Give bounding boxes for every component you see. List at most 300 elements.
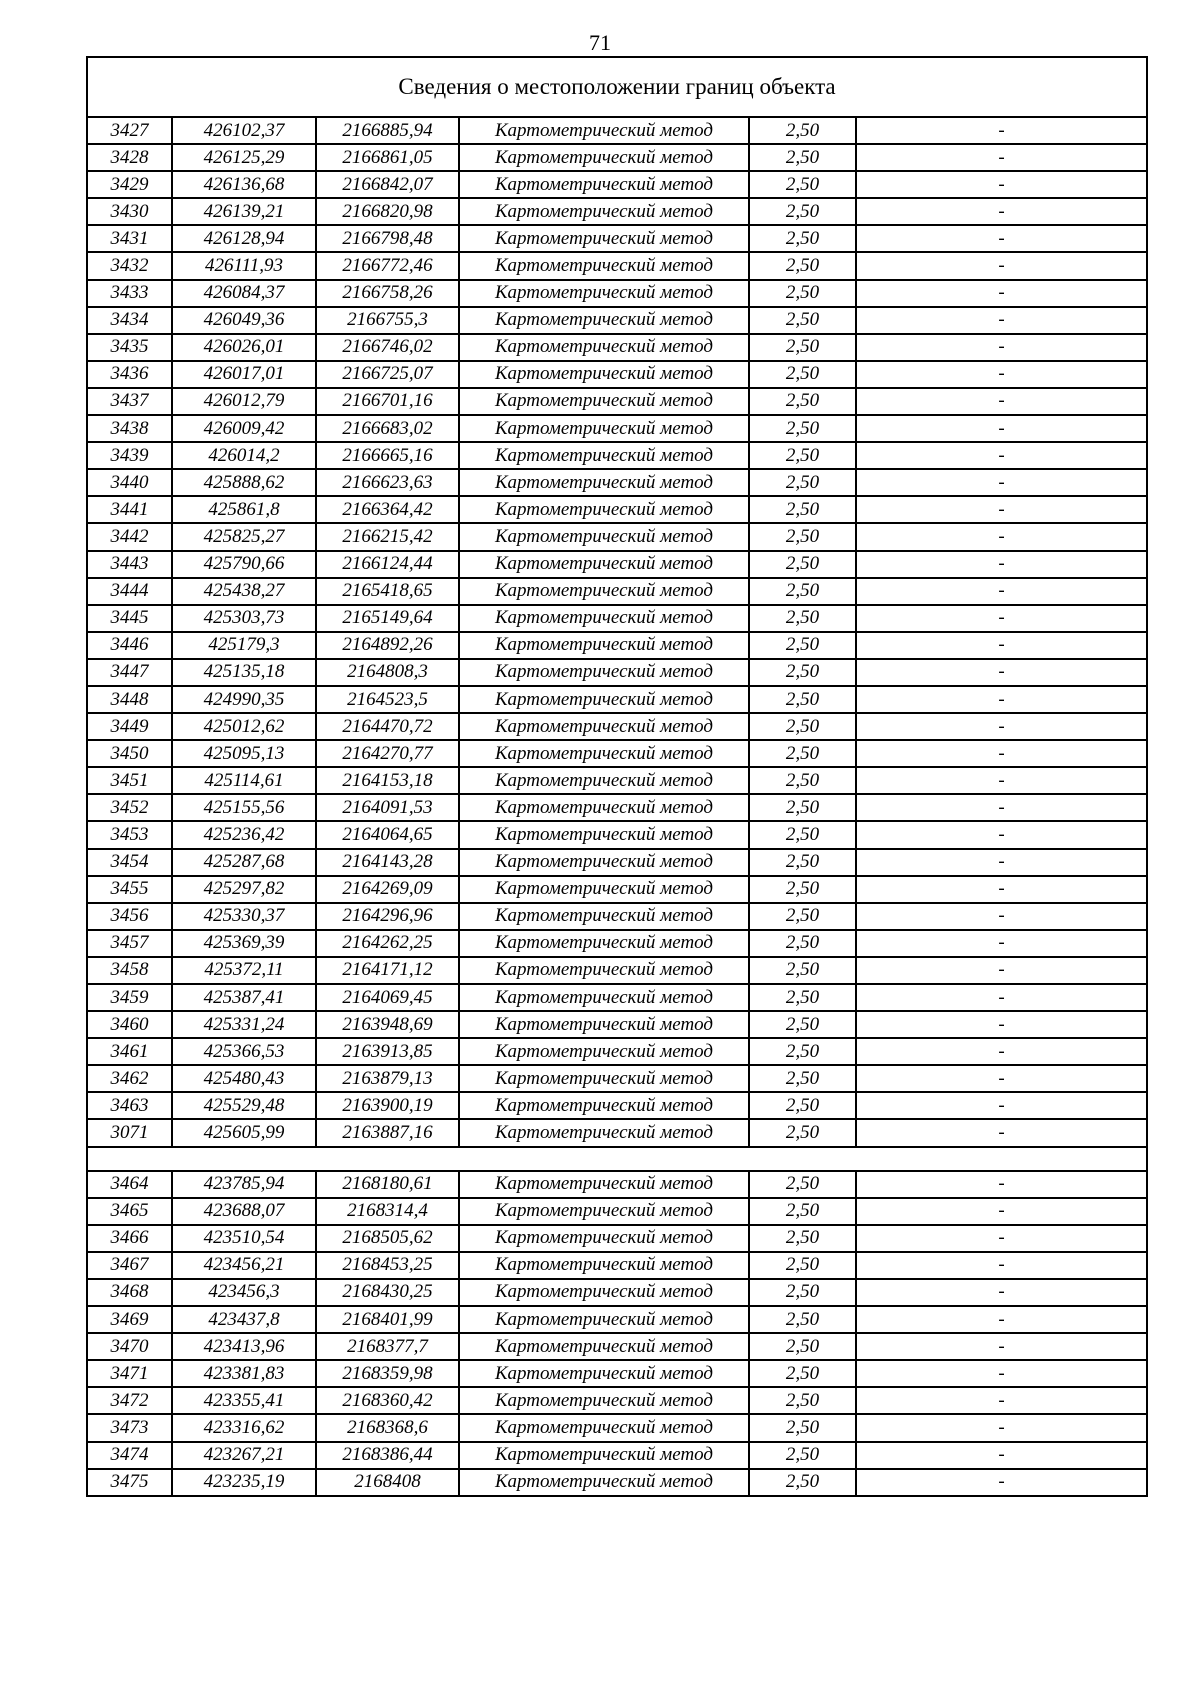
y-coordinate-cell: 2164153,18 <box>316 767 459 794</box>
description-cell: - <box>856 280 1147 307</box>
y-coordinate-cell: 2168368,6 <box>316 1414 459 1441</box>
x-coordinate-cell: 425236,42 <box>172 821 316 848</box>
description-cell: - <box>856 930 1147 957</box>
accuracy-cell: 2,50 <box>749 794 856 821</box>
y-coordinate-cell: 2164143,28 <box>316 849 459 876</box>
point-number-cell: 3458 <box>87 957 172 984</box>
y-coordinate-cell: 2166701,16 <box>316 388 459 415</box>
point-number-cell: 3473 <box>87 1414 172 1441</box>
point-number-cell: 3445 <box>87 605 172 632</box>
y-coordinate-cell: 2165418,65 <box>316 578 459 605</box>
method-cell: Картометрический метод <box>459 144 749 171</box>
accuracy-cell: 2,50 <box>749 361 856 388</box>
description-cell: - <box>856 1306 1147 1333</box>
y-coordinate-cell: 2165149,64 <box>316 605 459 632</box>
y-coordinate-cell: 2163879,13 <box>316 1065 459 1092</box>
description-cell: - <box>856 171 1147 198</box>
point-number-cell: 3465 <box>87 1198 172 1225</box>
method-cell: Картометрический метод <box>459 1252 749 1279</box>
method-cell: Картометрический метод <box>459 1306 749 1333</box>
description-cell: - <box>856 876 1147 903</box>
description-cell: - <box>856 1360 1147 1387</box>
method-cell: Картометрический метод <box>459 225 749 252</box>
x-coordinate-cell: 423267,21 <box>172 1442 316 1469</box>
accuracy-cell: 2,50 <box>749 280 856 307</box>
method-cell: Картометрический метод <box>459 1065 749 1092</box>
y-coordinate-cell: 2166364,42 <box>316 496 459 523</box>
point-number-cell: 3466 <box>87 1225 172 1252</box>
description-cell: - <box>856 1011 1147 1038</box>
point-number-cell: 3469 <box>87 1306 172 1333</box>
y-coordinate-cell: 2168180,61 <box>316 1171 459 1198</box>
x-coordinate-cell: 423456,3 <box>172 1279 316 1306</box>
description-cell: - <box>856 794 1147 821</box>
x-coordinate-cell: 426084,37 <box>172 280 316 307</box>
table-row <box>87 1279 1147 1306</box>
y-coordinate-cell: 2166623,63 <box>316 469 459 496</box>
x-coordinate-cell: 425529,48 <box>172 1092 316 1119</box>
table-row <box>87 334 1147 361</box>
accuracy-cell: 2,50 <box>749 117 856 144</box>
point-number-cell: 3455 <box>87 876 172 903</box>
y-coordinate-cell: 2166124,44 <box>316 551 459 578</box>
accuracy-cell: 2,50 <box>749 496 856 523</box>
method-cell: Картометрический метод <box>459 280 749 307</box>
point-number-cell: 3432 <box>87 252 172 279</box>
method-cell: Картометрический метод <box>459 1171 749 1198</box>
method-cell: Картометрический метод <box>459 1387 749 1414</box>
y-coordinate-cell: 2166683,02 <box>316 415 459 442</box>
point-number-cell: 3467 <box>87 1252 172 1279</box>
table-row <box>87 523 1147 550</box>
accuracy-cell: 2,50 <box>749 1387 856 1414</box>
method-cell: Картометрический метод <box>459 496 749 523</box>
table-row <box>87 252 1147 279</box>
table-row <box>87 1387 1147 1414</box>
description-cell: - <box>856 1414 1147 1441</box>
description-cell: - <box>856 523 1147 550</box>
accuracy-cell: 2,50 <box>749 930 856 957</box>
table-row <box>87 849 1147 876</box>
description-cell: - <box>856 1252 1147 1279</box>
method-cell: Картометрический метод <box>459 551 749 578</box>
description-cell: - <box>856 1119 1147 1146</box>
description-cell: - <box>856 415 1147 442</box>
method-cell: Картометрический метод <box>459 930 749 957</box>
x-coordinate-cell: 426136,68 <box>172 171 316 198</box>
accuracy-cell: 2,50 <box>749 198 856 225</box>
table-row <box>87 578 1147 605</box>
point-number-cell: 3427 <box>87 117 172 144</box>
accuracy-cell: 2,50 <box>749 957 856 984</box>
table-row <box>87 740 1147 767</box>
point-number-cell: 3451 <box>87 767 172 794</box>
method-cell: Картометрический метод <box>459 469 749 496</box>
y-coordinate-cell: 2168408 <box>316 1469 459 1496</box>
y-coordinate-cell: 2164069,45 <box>316 984 459 1011</box>
description-cell: - <box>856 1038 1147 1065</box>
table-row <box>87 415 1147 442</box>
y-coordinate-cell: 2168386,44 <box>316 1442 459 1469</box>
x-coordinate-cell: 426125,29 <box>172 144 316 171</box>
group-separator-row <box>87 1147 1147 1171</box>
accuracy-cell: 2,50 <box>749 605 856 632</box>
table-row <box>87 605 1147 632</box>
table-row <box>87 1225 1147 1252</box>
y-coordinate-cell: 2164523,5 <box>316 686 459 713</box>
x-coordinate-cell: 423688,07 <box>172 1198 316 1225</box>
table-row <box>87 1092 1147 1119</box>
y-coordinate-cell: 2164808,3 <box>316 659 459 686</box>
point-number-cell: 3464 <box>87 1171 172 1198</box>
table-row <box>87 1469 1147 1496</box>
accuracy-cell: 2,50 <box>749 740 856 767</box>
x-coordinate-cell: 425387,41 <box>172 984 316 1011</box>
method-cell: Картометрический метод <box>459 307 749 334</box>
description-cell: - <box>856 903 1147 930</box>
description-cell: - <box>856 1065 1147 1092</box>
x-coordinate-cell: 426009,42 <box>172 415 316 442</box>
point-number-cell: 3448 <box>87 686 172 713</box>
point-number-cell: 3454 <box>87 849 172 876</box>
x-coordinate-cell: 425438,27 <box>172 578 316 605</box>
point-number-cell: 3460 <box>87 1011 172 1038</box>
point-number-cell: 3437 <box>87 388 172 415</box>
table-row <box>87 361 1147 388</box>
x-coordinate-cell: 425825,27 <box>172 523 316 550</box>
x-coordinate-cell: 426014,2 <box>172 442 316 469</box>
table-row <box>87 1306 1147 1333</box>
method-cell: Картометрический метод <box>459 198 749 225</box>
x-coordinate-cell: 425331,24 <box>172 1011 316 1038</box>
table-row <box>87 876 1147 903</box>
x-coordinate-cell: 425095,13 <box>172 740 316 767</box>
description-cell: - <box>856 1387 1147 1414</box>
description-cell: - <box>856 1442 1147 1469</box>
method-cell: Картометрический метод <box>459 1279 749 1306</box>
y-coordinate-cell: 2168360,42 <box>316 1387 459 1414</box>
table-row <box>87 794 1147 821</box>
accuracy-cell: 2,50 <box>749 767 856 794</box>
table-row <box>87 388 1147 415</box>
accuracy-cell: 2,50 <box>749 903 856 930</box>
x-coordinate-cell: 426049,36 <box>172 307 316 334</box>
accuracy-cell: 2,50 <box>749 171 856 198</box>
x-coordinate-cell: 423510,54 <box>172 1225 316 1252</box>
x-coordinate-cell: 425135,18 <box>172 659 316 686</box>
method-cell: Картометрический метод <box>459 578 749 605</box>
description-cell: - <box>856 496 1147 523</box>
y-coordinate-cell: 2164892,26 <box>316 632 459 659</box>
table-row <box>87 1252 1147 1279</box>
y-coordinate-cell: 2164171,12 <box>316 957 459 984</box>
point-number-cell: 3435 <box>87 334 172 361</box>
accuracy-cell: 2,50 <box>749 1038 856 1065</box>
accuracy-cell: 2,50 <box>749 578 856 605</box>
point-number-cell: 3071 <box>87 1119 172 1146</box>
x-coordinate-cell: 425114,61 <box>172 767 316 794</box>
method-cell: Картометрический метод <box>459 713 749 740</box>
point-number-cell: 3442 <box>87 523 172 550</box>
x-coordinate-cell: 424990,35 <box>172 686 316 713</box>
table-row <box>87 957 1147 984</box>
description-cell: - <box>856 388 1147 415</box>
x-coordinate-cell: 426012,79 <box>172 388 316 415</box>
point-number-cell: 3456 <box>87 903 172 930</box>
x-coordinate-cell: 423437,8 <box>172 1306 316 1333</box>
y-coordinate-cell: 2166798,48 <box>316 225 459 252</box>
y-coordinate-cell: 2168453,25 <box>316 1252 459 1279</box>
method-cell: Картометрический метод <box>459 903 749 930</box>
table-row <box>87 1171 1147 1198</box>
description-cell: - <box>856 442 1147 469</box>
point-number-cell: 3447 <box>87 659 172 686</box>
point-number-cell: 3430 <box>87 198 172 225</box>
method-cell: Картометрический метод <box>459 686 749 713</box>
x-coordinate-cell: 423381,83 <box>172 1360 316 1387</box>
table-row <box>87 1119 1147 1146</box>
point-number-cell: 3446 <box>87 632 172 659</box>
table-row <box>87 144 1147 171</box>
description-cell: - <box>856 144 1147 171</box>
table-row <box>87 821 1147 848</box>
method-cell: Картометрический метод <box>459 794 749 821</box>
x-coordinate-cell: 425012,62 <box>172 713 316 740</box>
description-cell: - <box>856 605 1147 632</box>
accuracy-cell: 2,50 <box>749 1011 856 1038</box>
description-cell: - <box>856 361 1147 388</box>
description-cell: - <box>856 1198 1147 1225</box>
accuracy-cell: 2,50 <box>749 713 856 740</box>
method-cell: Картометрический метод <box>459 767 749 794</box>
y-coordinate-cell: 2166842,07 <box>316 171 459 198</box>
x-coordinate-cell: 423456,21 <box>172 1252 316 1279</box>
table-row <box>87 198 1147 225</box>
method-cell: Картометрический метод <box>459 740 749 767</box>
method-cell: Картометрический метод <box>459 605 749 632</box>
y-coordinate-cell: 2166861,05 <box>316 144 459 171</box>
x-coordinate-cell: 425330,37 <box>172 903 316 930</box>
table-row <box>87 767 1147 794</box>
point-number-cell: 3443 <box>87 551 172 578</box>
y-coordinate-cell: 2164064,65 <box>316 821 459 848</box>
description-cell: - <box>856 1092 1147 1119</box>
y-coordinate-cell: 2164270,77 <box>316 740 459 767</box>
table-row <box>87 1011 1147 1038</box>
table-row <box>87 1198 1147 1225</box>
accuracy-cell: 2,50 <box>749 1360 856 1387</box>
accuracy-cell: 2,50 <box>749 415 856 442</box>
x-coordinate-cell: 425297,82 <box>172 876 316 903</box>
method-cell: Картометрический метод <box>459 252 749 279</box>
accuracy-cell: 2,50 <box>749 1119 856 1146</box>
accuracy-cell: 2,50 <box>749 632 856 659</box>
description-cell: - <box>856 767 1147 794</box>
method-cell: Картометрический метод <box>459 876 749 903</box>
description-cell: - <box>856 307 1147 334</box>
table-row <box>87 713 1147 740</box>
method-cell: Картометрический метод <box>459 984 749 1011</box>
point-number-cell: 3468 <box>87 1279 172 1306</box>
table-row <box>87 117 1147 144</box>
description-cell: - <box>856 551 1147 578</box>
point-number-cell: 3449 <box>87 713 172 740</box>
point-number-cell: 3444 <box>87 578 172 605</box>
accuracy-cell: 2,50 <box>749 1092 856 1119</box>
point-number-cell: 3433 <box>87 280 172 307</box>
x-coordinate-cell: 423355,41 <box>172 1387 316 1414</box>
description-cell: - <box>856 659 1147 686</box>
y-coordinate-cell: 2166758,26 <box>316 280 459 307</box>
y-coordinate-cell: 2163948,69 <box>316 1011 459 1038</box>
x-coordinate-cell: 425480,43 <box>172 1065 316 1092</box>
accuracy-cell: 2,50 <box>749 252 856 279</box>
table-row <box>87 307 1147 334</box>
table-row <box>87 659 1147 686</box>
x-coordinate-cell: 426017,01 <box>172 361 316 388</box>
point-number-cell: 3438 <box>87 415 172 442</box>
point-number-cell: 3439 <box>87 442 172 469</box>
point-number-cell: 3452 <box>87 794 172 821</box>
point-number-cell: 3470 <box>87 1333 172 1360</box>
table-title-row <box>87 57 1147 117</box>
y-coordinate-cell: 2164470,72 <box>316 713 459 740</box>
description-cell: - <box>856 1171 1147 1198</box>
method-cell: Картометрический метод <box>459 1442 749 1469</box>
x-coordinate-cell: 425179,3 <box>172 632 316 659</box>
accuracy-cell: 2,50 <box>749 334 856 361</box>
table-row <box>87 1038 1147 1065</box>
accuracy-cell: 2,50 <box>749 659 856 686</box>
method-cell: Картометрический метод <box>459 361 749 388</box>
accuracy-cell: 2,50 <box>749 1469 856 1496</box>
method-cell: Картометрический метод <box>459 388 749 415</box>
method-cell: Картометрический метод <box>459 442 749 469</box>
description-cell: - <box>856 713 1147 740</box>
x-coordinate-cell: 423316,62 <box>172 1414 316 1441</box>
table-row <box>87 930 1147 957</box>
table-row <box>87 442 1147 469</box>
point-number-cell: 3462 <box>87 1065 172 1092</box>
accuracy-cell: 2,50 <box>749 821 856 848</box>
table-row <box>87 280 1147 307</box>
point-number-cell: 3431 <box>87 225 172 252</box>
y-coordinate-cell: 2166665,16 <box>316 442 459 469</box>
y-coordinate-cell: 2168359,98 <box>316 1360 459 1387</box>
accuracy-cell: 2,50 <box>749 1198 856 1225</box>
x-coordinate-cell: 425287,68 <box>172 849 316 876</box>
point-number-cell: 3459 <box>87 984 172 1011</box>
y-coordinate-cell: 2166725,07 <box>316 361 459 388</box>
y-coordinate-cell: 2168314,4 <box>316 1198 459 1225</box>
accuracy-cell: 2,50 <box>749 551 856 578</box>
table-row <box>87 171 1147 198</box>
method-cell: Картометрический метод <box>459 1360 749 1387</box>
description-cell: - <box>856 117 1147 144</box>
point-number-cell: 3457 <box>87 930 172 957</box>
description-cell: - <box>856 225 1147 252</box>
accuracy-cell: 2,50 <box>749 1414 856 1441</box>
accuracy-cell: 2,50 <box>749 1333 856 1360</box>
point-number-cell: 3436 <box>87 361 172 388</box>
method-cell: Картометрический метод <box>459 415 749 442</box>
point-number-cell: 3472 <box>87 1387 172 1414</box>
accuracy-cell: 2,50 <box>749 876 856 903</box>
table-row <box>87 632 1147 659</box>
point-number-cell: 3440 <box>87 469 172 496</box>
method-cell: Картометрический метод <box>459 1198 749 1225</box>
accuracy-cell: 2,50 <box>749 1442 856 1469</box>
page-number: 71 <box>589 30 611 55</box>
accuracy-cell: 2,50 <box>749 388 856 415</box>
y-coordinate-cell: 2163887,16 <box>316 1119 459 1146</box>
table-row <box>87 984 1147 1011</box>
point-number-cell: 3461 <box>87 1038 172 1065</box>
x-coordinate-cell: 425861,8 <box>172 496 316 523</box>
y-coordinate-cell: 2164269,09 <box>316 876 459 903</box>
table-row <box>87 496 1147 523</box>
x-coordinate-cell: 425605,99 <box>172 1119 316 1146</box>
method-cell: Картометрический метод <box>459 849 749 876</box>
x-coordinate-cell: 423413,96 <box>172 1333 316 1360</box>
y-coordinate-cell: 2166215,42 <box>316 523 459 550</box>
x-coordinate-cell: 425303,73 <box>172 605 316 632</box>
method-cell: Картометрический метод <box>459 1469 749 1496</box>
point-number-cell: 3429 <box>87 171 172 198</box>
accuracy-cell: 2,50 <box>749 1171 856 1198</box>
description-cell: - <box>856 1469 1147 1496</box>
y-coordinate-cell: 2163900,19 <box>316 1092 459 1119</box>
description-cell: - <box>856 849 1147 876</box>
x-coordinate-cell: 425790,66 <box>172 551 316 578</box>
description-cell: - <box>856 740 1147 767</box>
method-cell: Картометрический метод <box>459 171 749 198</box>
description-cell: - <box>856 957 1147 984</box>
table-row <box>87 551 1147 578</box>
accuracy-cell: 2,50 <box>749 1252 856 1279</box>
point-number-cell: 3463 <box>87 1092 172 1119</box>
boundary-coordinates-table <box>86 56 1148 1497</box>
x-coordinate-cell: 426139,21 <box>172 198 316 225</box>
y-coordinate-cell: 2166746,02 <box>316 334 459 361</box>
description-cell: - <box>856 821 1147 848</box>
x-coordinate-cell: 425366,53 <box>172 1038 316 1065</box>
method-cell: Картометрический метод <box>459 117 749 144</box>
table-row <box>87 1442 1147 1469</box>
accuracy-cell: 2,50 <box>749 686 856 713</box>
point-number-cell: 3471 <box>87 1360 172 1387</box>
point-number-cell: 3450 <box>87 740 172 767</box>
point-number-cell: 3428 <box>87 144 172 171</box>
accuracy-cell: 2,50 <box>749 1065 856 1092</box>
group-separator-cell <box>87 1147 1147 1171</box>
y-coordinate-cell: 2166885,94 <box>316 117 459 144</box>
y-coordinate-cell: 2164262,25 <box>316 930 459 957</box>
point-number-cell: 3453 <box>87 821 172 848</box>
method-cell: Картометрический метод <box>459 523 749 550</box>
accuracy-cell: 2,50 <box>749 523 856 550</box>
x-coordinate-cell: 423235,19 <box>172 1469 316 1496</box>
table-title: Сведения о местоположении границ объекта <box>87 57 1147 117</box>
accuracy-cell: 2,50 <box>749 144 856 171</box>
table-row <box>87 903 1147 930</box>
method-cell: Картометрический метод <box>459 1333 749 1360</box>
y-coordinate-cell: 2163913,85 <box>316 1038 459 1065</box>
x-coordinate-cell: 425372,11 <box>172 957 316 984</box>
accuracy-cell: 2,50 <box>749 984 856 1011</box>
description-cell: - <box>856 252 1147 279</box>
description-cell: - <box>856 198 1147 225</box>
